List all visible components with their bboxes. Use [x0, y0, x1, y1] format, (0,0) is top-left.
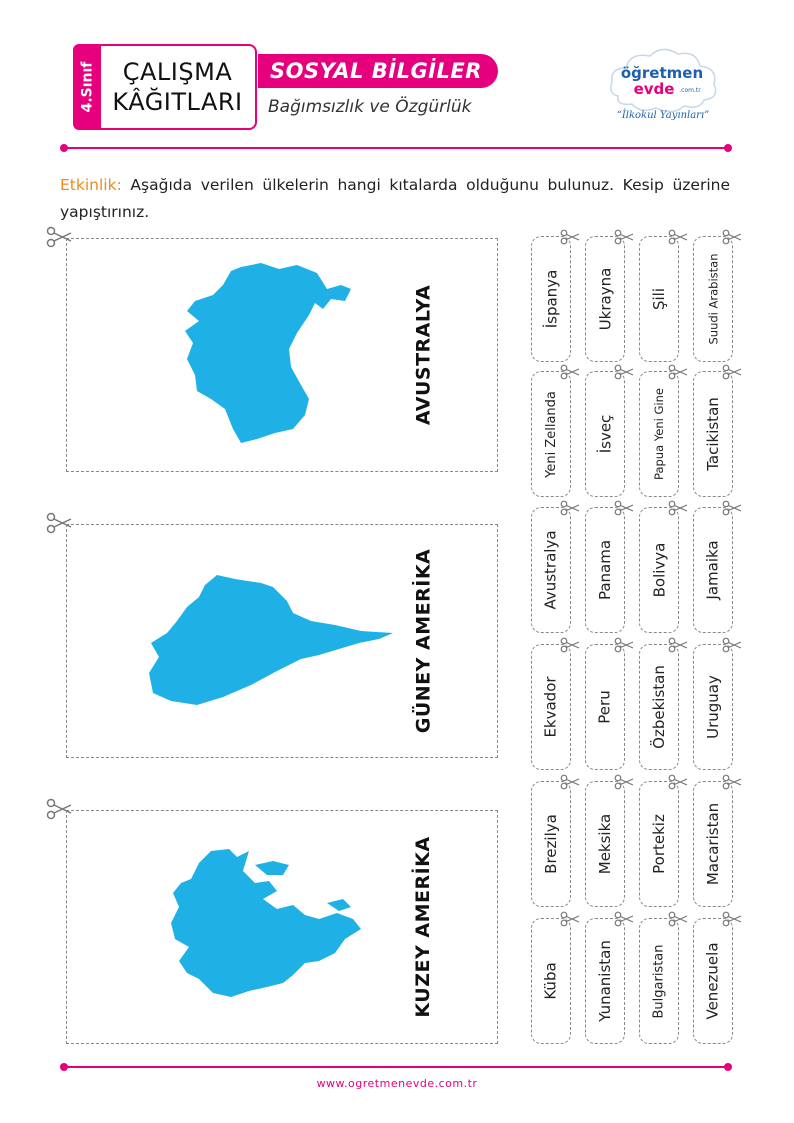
country-label: Yunanistan	[596, 940, 614, 1022]
scissors-icon	[668, 229, 688, 245]
svg-text:“İlkokul Yayınları”: “İlkokul Yayınları”	[616, 110, 710, 121]
continent-card-australia[interactable]	[66, 238, 498, 472]
country-tag[interactable]	[585, 371, 625, 497]
scissors-icon	[668, 637, 688, 653]
country-label: Panama	[596, 539, 615, 601]
country-label: Jamaika	[704, 540, 723, 600]
footer-url[interactable]: www.ogretmenevde.com.tr	[316, 1077, 478, 1090]
worksheet-title-line1: ÇALIŞMA	[122, 58, 233, 86]
country-tag[interactable]	[639, 507, 679, 633]
continent-card-south-america[interactable]	[66, 524, 498, 758]
country-label: Bulgaristan	[651, 943, 667, 1019]
scissors-icon	[560, 500, 580, 516]
ogretmenevde-logo	[604, 44, 722, 130]
country-tag[interactable]	[531, 918, 571, 1044]
svg-text:evde: evde	[633, 80, 675, 98]
country-label: İsveç	[596, 414, 614, 454]
scissors-icon	[614, 774, 634, 790]
country-tag[interactable]	[639, 781, 679, 907]
country-label: Suudi Arabistan	[706, 253, 721, 345]
country-tag[interactable]	[693, 644, 733, 770]
australia-map-silhouette-icon	[175, 259, 361, 449]
country-tag[interactable]	[585, 507, 625, 633]
country-label: Tacikistan	[704, 397, 723, 471]
country-tag[interactable]	[693, 371, 733, 497]
country-tag[interactable]	[531, 371, 571, 497]
country-tag[interactable]	[693, 781, 733, 907]
subject-banner	[258, 54, 498, 88]
worksheet-title-box	[100, 44, 257, 130]
grade-tab	[73, 44, 101, 130]
country-label: Meksika	[596, 813, 614, 875]
scissors-icon	[722, 637, 742, 653]
country-tag[interactable]	[531, 644, 571, 770]
country-label: İspanya	[542, 269, 560, 329]
scissors-icon	[668, 364, 688, 380]
country-tag[interactable]	[585, 781, 625, 907]
country-tag[interactable]	[693, 918, 733, 1044]
scissors-icon	[614, 364, 634, 380]
scissors-icon	[614, 229, 634, 245]
activity-text: Aşağıda verilen ülkelerin hangi kıtalarda olduğunu bulunuz. Kesip üzerine yapıştırınız.	[60, 176, 730, 221]
scissors-icon	[722, 229, 742, 245]
country-label: Küba	[542, 962, 560, 1000]
country-label: Ekvador	[542, 676, 561, 738]
country-label: Bolivya	[650, 542, 668, 598]
scissors-icon	[722, 500, 742, 516]
worksheet-title-line2: KÂĞITLARI	[112, 88, 243, 116]
scissors-icon	[722, 364, 742, 380]
country-label: Ukrayna	[596, 267, 615, 331]
country-label: Brezilya	[542, 814, 561, 874]
activity-instruction	[60, 172, 730, 226]
country-tag[interactable]	[531, 781, 571, 907]
country-tag[interactable]	[639, 644, 679, 770]
svg-text:öğretmen: öğretmen	[620, 64, 704, 82]
country-label: Macaristan	[704, 802, 722, 886]
country-label: Uruguay	[704, 675, 722, 739]
footer-divider	[64, 1066, 728, 1068]
north-america-map-silhouette-icon	[159, 843, 369, 1003]
country-label: Peru	[595, 690, 614, 724]
svg-text:.com.tr: .com.tr	[679, 87, 701, 94]
scissors-icon	[560, 774, 580, 790]
country-tag[interactable]	[639, 918, 679, 1044]
scissors-icon	[560, 637, 580, 653]
continent-name-north-america: KUZEY AMERİKA	[412, 836, 434, 1018]
south-america-map-silhouette-icon	[143, 571, 399, 711]
scissors-icon	[614, 911, 634, 927]
scissors-icon	[668, 911, 688, 927]
header-divider	[64, 147, 728, 149]
country-tag[interactable]	[585, 236, 625, 362]
topic-subtitle: Bağımsızlık ve Özgürlük	[268, 97, 472, 117]
country-tag[interactable]	[693, 507, 733, 633]
country-label: Özbekistan	[650, 665, 668, 749]
country-label: Papua Yeni Gine	[652, 388, 667, 480]
scissors-icon	[722, 774, 742, 790]
scissors-icon	[614, 500, 634, 516]
activity-label: Etkinlik:	[60, 176, 122, 194]
country-label: Venezuela	[704, 942, 722, 1020]
country-tag[interactable]	[639, 236, 679, 362]
country-tag[interactable]	[531, 507, 571, 633]
country-tag[interactable]	[639, 371, 679, 497]
scissors-icon	[722, 911, 742, 927]
scissors-icon	[668, 500, 688, 516]
country-tag[interactable]	[531, 236, 571, 362]
country-tag[interactable]	[585, 644, 625, 770]
scissors-icon	[668, 774, 688, 790]
grade-label: 4.Sınıf	[79, 61, 95, 113]
country-tag[interactable]	[585, 918, 625, 1044]
country-tag[interactable]	[693, 236, 733, 362]
country-label: Şili	[650, 287, 668, 311]
country-label: Yeni Zellanda	[543, 390, 559, 478]
scissors-icon	[560, 911, 580, 927]
scissors-icon	[614, 637, 634, 653]
continent-card-north-america[interactable]	[66, 810, 498, 1044]
continent-name-south-america: GÜNEY AMERİKA	[412, 548, 434, 734]
scissors-icon	[560, 229, 580, 245]
scissors-icon	[560, 364, 580, 380]
country-label: Portekiz	[650, 814, 669, 874]
subject-title: SOSYAL BİLGİLER	[270, 59, 482, 83]
continent-name-australia: AVUSTRALYA	[412, 284, 434, 426]
country-label: Avustralya	[542, 530, 560, 610]
